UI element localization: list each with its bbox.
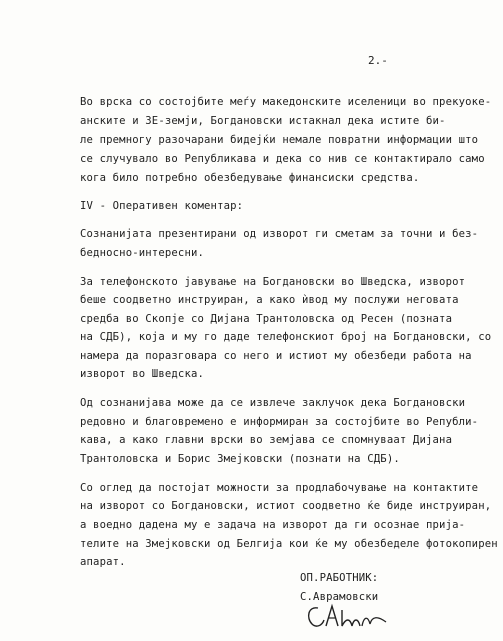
paragraph1-line: кога било потребно обезбедување финансиски средства. [80, 172, 420, 184]
paragraph1-line: ле премногу разочарани бидејќи немале повратни информации што [80, 134, 479, 146]
paragraph2-line: Сознанијата презентирани од изворот ги сметам за точни и без- [80, 228, 479, 240]
paragraph3-line: изворот во Шведска. [80, 368, 205, 380]
paragraph4-line: Трантоловска и Борис Змејковски (познати на СДБ). [80, 453, 400, 465]
page-number: 2.- [368, 54, 388, 67]
paragraph4-line: Од сознанијава може да се извлече заклучок дека Богдановски [80, 397, 466, 409]
paragraph1-line: анските и ЗЕ-земји, Богдановски истакнал дека истите би- [80, 115, 446, 127]
paragraph3-line: на СДБ), која и му го даде телефонскиот број на Богдановски, со [80, 331, 492, 343]
paragraph1-line: Во врска со состојбите меѓу македонските иселеници во прекуоке- [80, 96, 492, 108]
paragraph3-line: За телефонското јавување на Богдановски во Шведска, изворот [80, 276, 466, 288]
paragraph4-line: кава, а како главни врски во земјава се спомнуваат Дијана [80, 434, 453, 446]
paragraph1-line: се случувало во Републикава и дека со нив се контактирало само [80, 153, 485, 165]
paragraph4-line: редовно и благовремено е информиран за состојбите во Републи- [80, 416, 479, 428]
paragraph5-line: Со оглед да постојат можности за продлабочување на контактите [80, 482, 479, 494]
paragraph2-line: бедносно-интересни. [80, 247, 205, 259]
signoff-title: ОП.РАБОТНИК: [300, 572, 379, 584]
paragraph3-line: беше соодветно инструиран, а како ѝвод му послужи неговата [80, 294, 459, 306]
signoff-name: С.Аврамовски [300, 591, 379, 603]
handwritten-signature [300, 596, 390, 638]
paragraph5-line: а воедно дадена му е задача на изворот да ги осознае прија- [80, 519, 466, 531]
paragraph3-line: средба во Скопје со Дијана Трантоловска од Ресен (позната [80, 313, 453, 325]
paragraph5-line: телите на Змејковски од Белгија кои ќе му обезбеделе фотокопирен [80, 538, 498, 550]
section-heading: IV - Оперативен коментар: [80, 200, 244, 212]
paragraph5-line: на изворот со Богдановски, истиот соодветно ќе биде инструиран, [80, 500, 492, 512]
paragraph3-line: намера да поразговара со него и истиот му обезбеди работа на [80, 350, 472, 362]
paragraph5-line: апарат. [80, 556, 126, 568]
